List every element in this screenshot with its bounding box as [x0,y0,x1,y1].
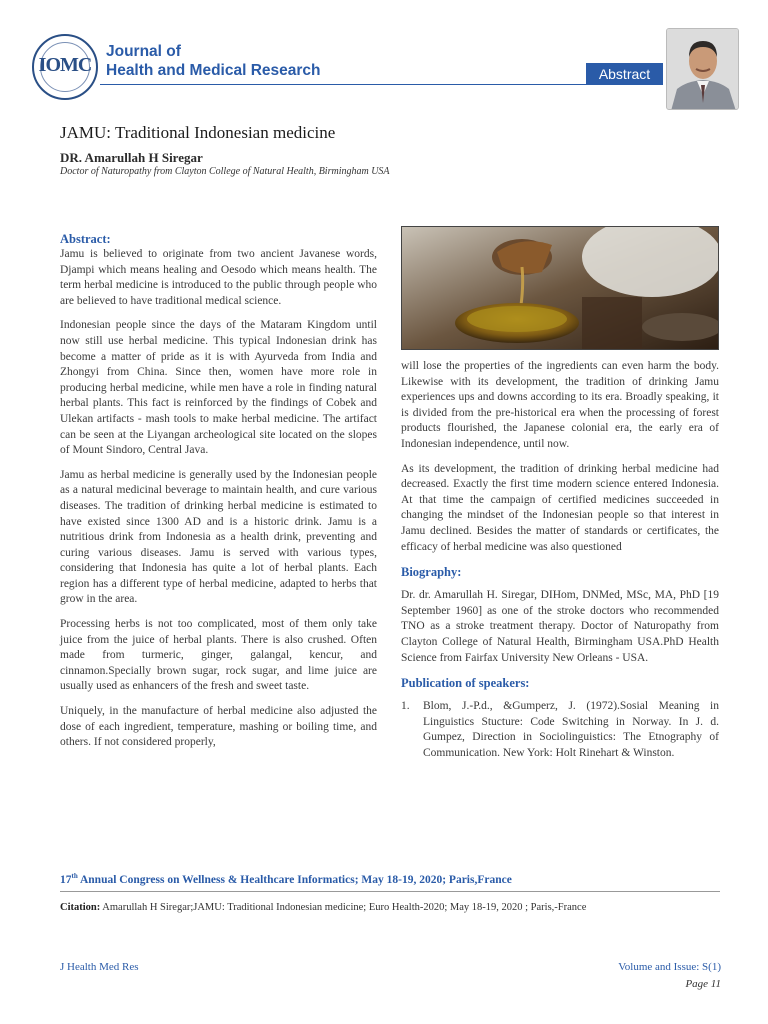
right-column [401,359,719,761]
journal-title-line2: Health and Medical Research [106,62,321,79]
logo-text: IOMC [38,54,92,76]
footer-rule [60,891,720,892]
publications-heading: Publication of speakers: [401,676,530,691]
left-column [60,231,377,760]
conference-text: Annual Congress on Wellness & Healthcare Informatics; May 18-19, 2020; Paris,France [77,873,512,886]
conference-line [60,872,512,886]
abstract-paragraph-1: Jamu is believed to originate from two ancient Javanese words, Djampi which means healing and Oesodo which means health. The term herbal medicine is introduced to the public through people who are believed to have traditional medical science. [60,248,377,307]
abstract-paragraph-7: As its development, the tradition of drinking herbal medicine had decreased. Exactly the first time modern science entered Indonesia. At that time the campaign of certified medicines succeeded in changing the mindset of the Indonesian people so that interest in Jamu declined. Besides the matter of standards or certificates, the efficacy of herbal medicine was also questioned [401,462,719,553]
conference-ordinal: th [71,872,78,880]
abstract-paragraph-4: Processing herbs is not too complicated, most of them only take juice from the juice of herbal plants. There is also crushed. Often made from turmeric, ginger, galangal, kencur, and cinnamon.Specially brown sugar, rock sugar, and lime juice are usually used as enhancers of the fresh and sweet taste. [60,618,377,693]
author-affiliation: Doctor of Naturopathy from Clayton College of Natural Health, Birmingham USA [60,166,390,177]
journal-title [106,42,321,80]
publications-list [401,699,719,761]
biography-text: Dr. dr. Amarullah H. Siregar, DIHom, DNMed, MSc, MA, PhD [19 September 1960] as one of the stroke doctors who recommended TNO as a stroke treatment therapy. Doctor of Naturopathy from Clayton College of Natural Health, Birmingham USA.PhD Health Science from Fairfax University New Orleans - USA. [401,589,719,664]
header-rule [100,84,586,85]
citation-text: Amarullah H Siregar;JAMU: Traditional Indonesian medicine; Euro Health-2020; May 18-19, 2020 ; Paris,-France [100,902,587,913]
abstract-paragraph-5: Uniquely, in the manufacture of herbal medicine also adjusted the dose of each ingredient, temperature, mashing or boiling time, and others. If not considered properly, [60,705,377,749]
journal-abbreviation: J Health Med Res [60,961,139,973]
journal-title-line1: Journal of [106,43,181,60]
publication-text: Blom, J.-P.d., &Gumperz, J. (1972).Sosial Meaning in Linguistics Stucture: Code Switching in Norway. In J. d. Gumpez, Direction in Sociolinguistics: The Etnography of Communication. New York: Holt Rinehart & Winston. [423,700,719,759]
abstract-paragraph-3: Jamu as herbal medicine is generally used by the Indonesian people as a natural medicinal beverage to maintain health, and cure various diseases. The tradition of drinking herbal medicine is estimated to have existed since 1300 AD and is a historic drink. Jamu is a nutritious drink from Indonesia as a health drink, preventing and curing various diseases. Jamu is served with various types, considering that Indonesia has quite a lot of herbal plants. Each region has a different type of herbal medicine, adapted to herbs that grow in the area. [60,468,377,606]
abstract-tag: Abstract [586,63,663,85]
abstract-paragraph-2: Indonesian people since the days of the Mataram Kingdom until now still use herbal medicine. This typical Indonesian drink has become a matter of pride as it is with Ayurveda from India and Zhongyi from China. Since then, women have more role in producing herbal medicine, while men have a role in finding natural herbal plants. This fact is reinforced by the findings of Cobek and Ulekan artifacts - mash tools to make herbal medicine. The artifact can be seen at the Liyangan archeological site located on the slopes of Mount Sindoro, Central Java. [60,319,377,457]
abstract-paragraph-6: will lose the properties of the ingredients can even harm the body. Likewise with its development, the tradition of drinking Jamu experiences ups and downs according to its era. Broadly speaking, it is divided from the pre-historical era when the processing of forest products flourished, the Japanese colonial era, the early era of Indonesian independence, until now. [401,360,719,450]
publication-number: 1. [401,700,410,713]
volume-issue: Volume and Issue: S(1) [618,961,721,973]
page-number: Page 11 [685,978,721,990]
author-portrait [667,29,739,110]
biography-heading: Biography: [401,565,462,580]
author-photo [666,28,739,110]
conference-number: 17 [60,873,72,886]
jamu-photo [401,226,719,350]
author-name: DR. Amarullah H Siregar [60,150,203,165]
article-title: JAMU: Traditional Indonesian medicine [60,123,336,142]
jamu-illustration [402,227,719,350]
abstract-heading: Abstract: [60,232,111,246]
publication-item [401,699,719,761]
citation [60,900,700,915]
citation-label: Citation: [60,902,101,913]
journal-logo [32,34,98,100]
